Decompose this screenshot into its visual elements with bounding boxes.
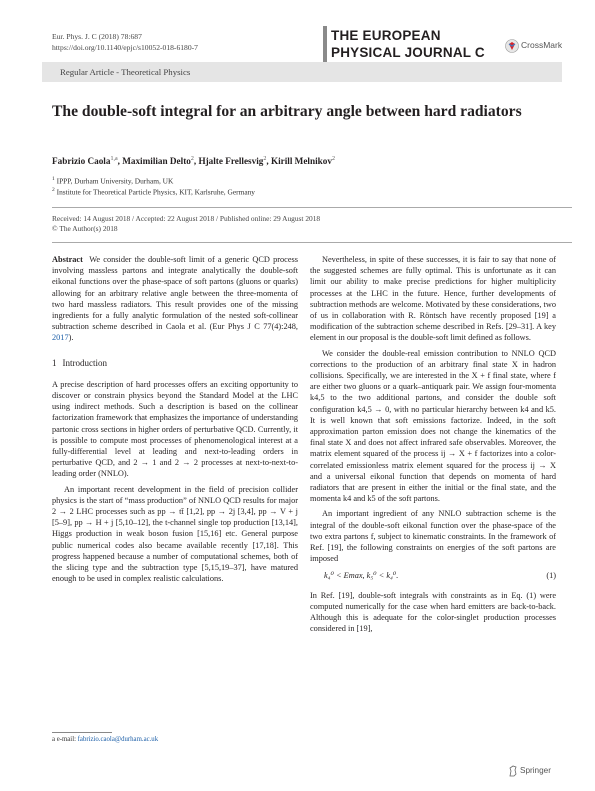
journal-name-line2: PHYSICAL JOURNAL C [331, 45, 485, 60]
crossmark-badge[interactable] [505, 39, 575, 53]
author-affil-marker: 2 [331, 156, 335, 162]
footnote [52, 736, 158, 743]
divider [52, 242, 572, 243]
paragraph: Nevertheless, in spite of these successes, it is fair to say that none of the suggested schemes are fully optimal. This is unfortunate as it can limit our ability to make precise predictions for higher multiplicity processes at the LHC in the future. Hence, further developments of subtraction methods are welcome. Motivated by these considerations, two of us in collaboration with R. Röntsch have recently proposed [19] a modification of the subtraction scheme described in Refs. [29–31]. A key element in our proposal is the double-soft limit defined as follows. [310, 255, 556, 343]
author-affil-marker: 1,a [110, 156, 118, 162]
affiliation-number: 2 [52, 187, 55, 193]
publication-dates [52, 214, 320, 234]
abstract-tail: ). [68, 333, 74, 343]
equation-number: (1) [546, 571, 556, 581]
affiliation-text: IPPP, Durham University, Durham, UK [56, 176, 174, 186]
author-affil-marker: 2 [263, 156, 267, 162]
journal-meta [52, 31, 198, 53]
journal-name-line1: THE EUROPEAN [331, 28, 441, 43]
abstract-text: We consider the double-soft limit of a generic QCD process involving massless partons and integrate analytically the double-soft eikonal functions over the phase-space of soft partons (gluons or quarks) allowing for an arbitrary relative angle between the three-momenta of two hard massless radiators. This result provides one of the missing ingredients for a fully analytic formulation of the nested soft-collinear subtraction scheme described in Caola et al. (Eur Phys J C 77(4):248, [52, 255, 298, 332]
section-number: 1 [52, 357, 57, 368]
paragraph: We consider the double-real emission contribution to NNLO QCD corrections to the production of an arbitrary final state X in hadron collisions. Specifically, we are interested in the X + f final state, where f are either two gluons or a quark–antiquark pair. We assign four-momenta k4,5 to the two additional partons, and consider the double soft configuration k4,5 → 0, with no particular hierarchy between k4 and k5. It is well known that soft emissions factorize. Indeed, in the soft approximation parton emission does not change the kinematics of the final state X and does not affect infrared safe observables. Moreover, the matrix element squared of the process ij → X + f factorizes into a color-correlated emissionless matrix element squared for the process ij → X and a universal eikonal function that depends on momenta of hard radiators that are present in either the initial or the final state, and the momenta k4 and k5 of the soft partons. [310, 348, 556, 504]
author-name: Fabrizio Caola [52, 156, 111, 167]
author-affil-marker: 2 [190, 156, 194, 162]
footnote-label: a e-mail: [52, 736, 76, 743]
author-name: Maximilian Delto [122, 156, 191, 167]
journal-logo [323, 26, 503, 62]
author-name: Kirill Melnikov [270, 156, 332, 167]
email-link[interactable]: fabrizio.caola@durham.ac.uk [77, 736, 159, 743]
affiliation-number: 1 [52, 176, 55, 182]
equation-body: k₄⁰ < Emax, k₅⁰ < k₄⁰. [324, 571, 399, 581]
history-dates: Received: 14 August 2018 / Accepted: 22 August 2018 / Published online: 29 August 2018 [52, 214, 321, 223]
abstract [52, 254, 298, 344]
section-heading [52, 358, 298, 369]
article-category-bar [42, 62, 562, 82]
crossmark-label: CrossMark [521, 40, 563, 50]
springer-horse-icon [508, 765, 518, 777]
copyright: © The Author(s) 2018 [52, 224, 118, 233]
author-list: Fabrizio Caola$^{1,a}$, Maximilian Delto$^2$, Hjalte Frellesvig$^2$, Kirill Melnikov$^2$ [52, 156, 335, 167]
doi-link[interactable]: https://doi.org/10.1140/epjc/s10052-018-6180-7 [52, 43, 198, 52]
affiliation [52, 185, 255, 197]
article-title: The double-soft integral for an arbitrary angle between hard radiators [52, 103, 522, 120]
paragraph: An important ingredient of any NNLO subtraction scheme is the integral of the double-soft eikonal function over the phase-space of the two extra partons f, subject to kinematic constraints. In the framework of Ref. [19], the following constraints on energies of the soft partons are imposed [310, 509, 556, 564]
author-name: Hjalte Frellesvig [198, 156, 264, 167]
publisher-logo [508, 765, 578, 777]
divider [52, 207, 572, 208]
publisher-name: Springer [520, 766, 551, 775]
footnote-divider [52, 732, 112, 733]
journal-reference: Eur. Phys. J. C (2018) 78:687 [52, 32, 142, 41]
equation [310, 570, 556, 581]
affiliation-text: Institute for Theoretical Particle Physics, KIT, Karlsruhe, Germany [56, 187, 256, 197]
journal-name [331, 27, 485, 61]
article-category: Regular Article - Theoretical Physics [60, 67, 191, 77]
right-column [310, 254, 556, 639]
abstract-heading: Abstract [52, 255, 83, 264]
section-title: Introduction [62, 357, 107, 368]
paragraph: In Ref. [19], double-soft integrals with constraints as in Eq. (1) were computed numerically for the case when hard emitters are back-to-back. Although this is adequate for the color-singlet production processes considered in [19], [310, 590, 556, 634]
paragraph: An important recent development in the field of precision collider physics is the start of “mass production” of NNLO QCD results for major 2 → 2 LHC processes such as pp → tt̄ [1,2], pp → 2j [3,4], pp → V + j [5–9], pp → H + j [5,10–12], the t-channel single top production [13,14], Higgs production in weak boson fusion [15,16] etc. General purpose public numerical codes also became available recently [17,18]. This progress happened because a number of computational schemes, both of the slicing type and the subtraction type [5,15,19–37], have matured enough to be used in complex realistic calculations. [52, 484, 298, 584]
citation-link[interactable]: 2017 [52, 333, 69, 343]
crossmark-icon [505, 39, 519, 53]
left-column [52, 254, 298, 588]
paragraph: A precise description of hard processes offers an exciting opportunity to discover or constrain physics beyond the Standard Model at the LHC using indirect methods. Such a description is based on the collinear factorization framework that emphasizes the importance of understanding partonic cross sections in higher orders of perturbative QCD. Currently, it is possible to compute most processes of phenomenological interest at a fully-differential level at leading and next-to-leading orders in perturbative QCD, and 2 → 1 and 2 → 2 processes at next-to-next-to-leading order (NNLO). [52, 379, 298, 479]
journal-logo-bar [323, 26, 327, 62]
